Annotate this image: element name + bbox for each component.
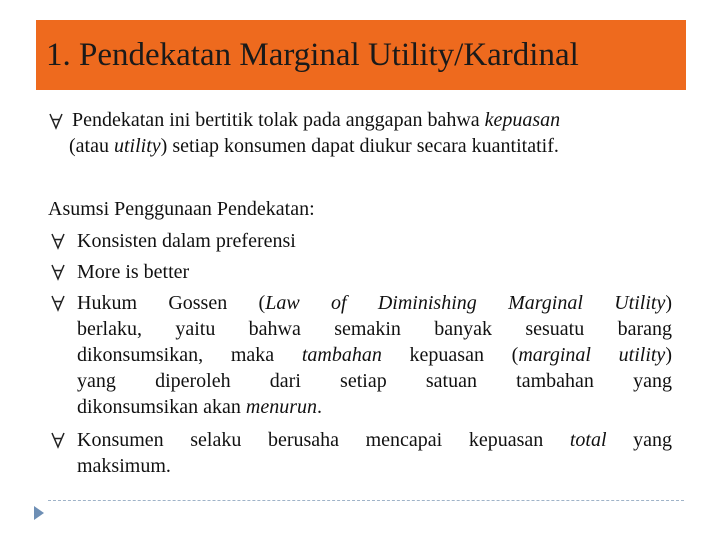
bullet-4-line-1 (77, 427, 672, 453)
bullet-3 (77, 290, 672, 420)
bullet-2: More is better (77, 261, 190, 283)
intro-line-1 (72, 107, 672, 133)
bullet-italic: marginal utility (518, 344, 666, 366)
slide-title: 1. Pendekatan Marginal Utility/Kardinal (46, 36, 579, 73)
bullet-text: Konsumen selaku berusaha mencapai kepuasan (77, 429, 570, 451)
intro-line-2 (69, 133, 672, 159)
intro-text: ) setiap konsumen dapat diukur secara kuantitatif. (160, 135, 559, 157)
intro-text: Pendekatan ini bertitik tolak pada anggapan bahwa (72, 109, 485, 131)
title-bar (36, 20, 686, 90)
bullet-1: Konsisten dalam preferensi (77, 230, 296, 252)
bullet-italic: total (569, 429, 607, 451)
asumsi-heading: Asumsi Penggunaan Pendekatan: (48, 198, 315, 220)
bullet-text: dikonsumsikan, maka (77, 344, 302, 366)
bullet-3-line-4: yang diperoleh dari setiap satuan tambahan yang (77, 370, 672, 392)
intro-paragraph (69, 107, 672, 159)
bullet-italic: Law of Diminishing Marginal Utility (265, 292, 666, 314)
y-arrow-bullet-icon (51, 263, 65, 281)
bullet-4 (77, 427, 672, 479)
bullet-text: . (316, 396, 322, 418)
bullet-text: ) (665, 292, 673, 314)
bullet-text: kepuasan ( (381, 344, 519, 366)
y-arrow-bullet-icon (49, 112, 63, 130)
bullet-text: yang (606, 429, 672, 451)
bullet-3-line-3 (77, 342, 672, 368)
bullet-3-line-5 (77, 394, 672, 420)
intro-text: (atau (69, 135, 114, 157)
bullet-3-line-1 (77, 290, 672, 316)
y-arrow-bullet-icon (51, 294, 65, 312)
intro-italic: utility (113, 135, 161, 157)
bullet-italic: menurun (245, 396, 317, 418)
bullet-text: Hukum Gossen ( (77, 292, 266, 314)
bullet-text: ) (665, 344, 672, 366)
intro-italic: kepuasan (484, 109, 561, 131)
bullet-italic: tambahan (301, 344, 382, 366)
triangle-next-icon[interactable] (33, 505, 45, 521)
bullet-text: dikonsumsikan akan (77, 396, 246, 418)
bullet-4-line-2: maksimum. (77, 455, 171, 477)
y-arrow-bullet-icon (51, 232, 65, 250)
footer-divider (48, 500, 684, 501)
bullet-3-line-2: berlaku, yaitu bahwa semakin banyak sesuatu barang (77, 318, 672, 340)
y-arrow-bullet-icon (51, 431, 65, 449)
